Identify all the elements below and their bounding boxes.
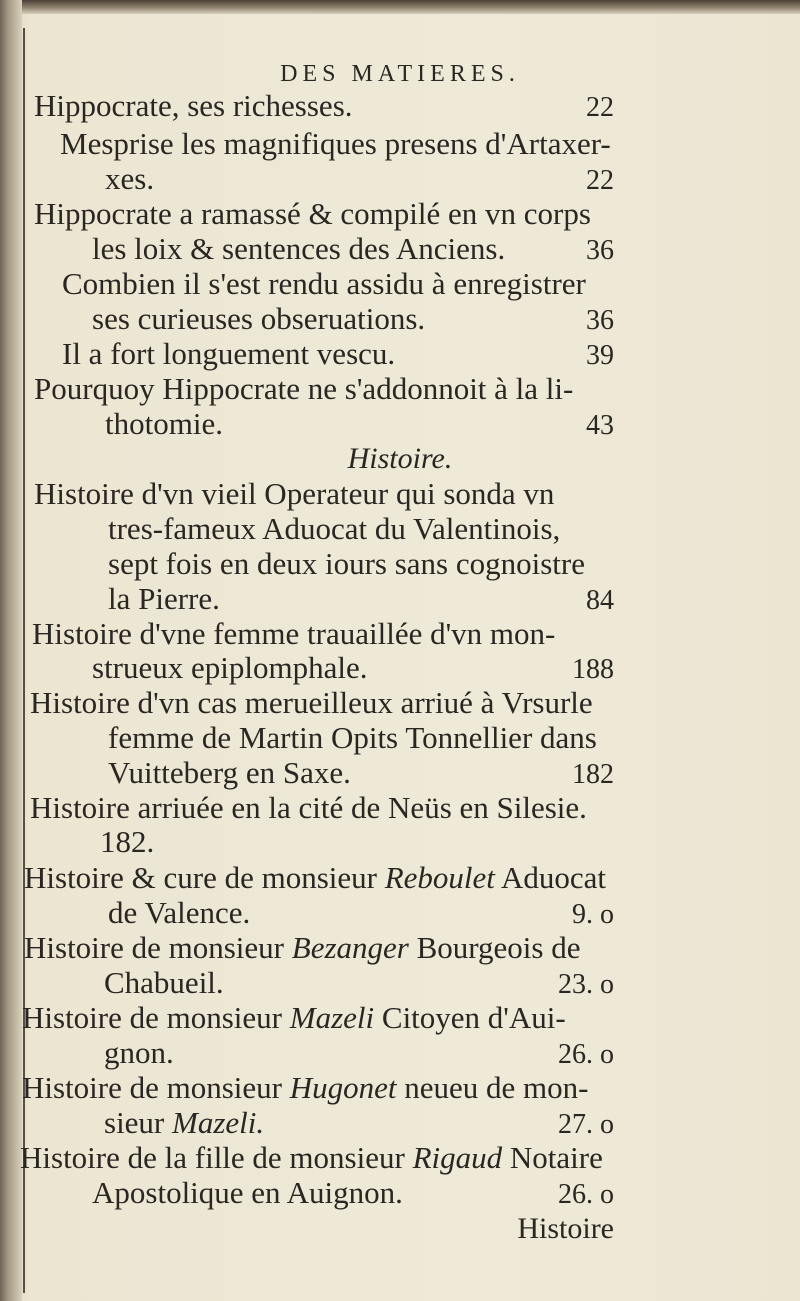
entry-line: Apostolique en Auignon.	[92, 1175, 403, 1210]
catchword: Histoire	[517, 1212, 614, 1245]
page-top-edge	[0, 0, 800, 14]
entry-line: les loix & sentences des Anciens.	[92, 231, 506, 266]
page-number: 43	[586, 410, 614, 441]
person-name: Mazeli.	[172, 1105, 265, 1140]
entry-line: thotomie.	[105, 406, 223, 441]
entry-line: Histoire d'vn cas merueilleux arriué à Vrsurle	[30, 685, 593, 720]
person-name: Rigaud	[412, 1140, 503, 1175]
page-number: 182	[572, 759, 614, 790]
entry-line: Histoire de monsieur Mazeli Citoyen d'Aui-	[22, 1000, 566, 1035]
page-number: 9. o	[572, 899, 614, 930]
running-head: DES MATIERES.	[280, 61, 520, 87]
entry-line: de Valence.	[108, 895, 251, 930]
page-number: 84	[586, 585, 614, 616]
entry-line: Il a fort longuement vescu.	[62, 336, 396, 371]
page-number: 27. o	[558, 1109, 614, 1140]
page-number: 26. o	[558, 1179, 614, 1210]
entry-line: Pourquoy Hippocrate ne s'addonnoit à la li-	[34, 371, 574, 406]
entry-line: Hippocrate a ramassé & compilé en vn corps	[34, 196, 591, 231]
entry-line: sieur Mazeli.	[104, 1105, 265, 1140]
page-number: 36	[586, 305, 614, 336]
entry-line: ses curieuses obseruations.	[92, 301, 426, 336]
entry-line: xes.	[105, 161, 155, 196]
entry-line: Histoire & cure de monsieur Reboulet Aduocat	[24, 860, 606, 895]
entry-line: Vuitteberg en Saxe.	[108, 755, 351, 790]
person-name: Hugonet	[289, 1070, 397, 1105]
entry-line: tres-fameux Aduocat du Valentinois,	[108, 511, 561, 546]
page-number: 39	[586, 340, 614, 371]
entry-line: Histoire d'vn vieil Operateur qui sonda vn	[34, 476, 555, 511]
page-number: 22	[586, 92, 614, 123]
entry-line: femme de Martin Opits Tonnellier dans	[108, 720, 597, 755]
page-number: 36	[586, 235, 614, 266]
person-name: Bezanger	[291, 930, 409, 965]
page-gutter	[0, 0, 22, 1301]
entry-line: Histoire d'vne femme trauaillée d'vn mon-	[32, 616, 556, 651]
entry-line: Histoire de monsieur Bezanger Bourgeois de	[24, 930, 581, 965]
entry-line: Histoire arriuée en la cité de Neüs en Silesie.	[30, 790, 587, 825]
entry-line: Mesprise les magnifiques presens d'Artaxer-	[60, 126, 611, 161]
entry-line: Histoire de la fille de monsieur Rigaud Notaire	[20, 1140, 603, 1175]
entry-line: Hippocrate, ses richesses.	[34, 88, 353, 123]
page-number: 26. o	[558, 1039, 614, 1070]
entry-line: 182.	[100, 824, 155, 859]
section-heading: Histoire.	[347, 442, 453, 475]
entry-line: Combien il s'est rendu assidu à enregistrer	[62, 266, 586, 301]
entry-line: gnon.	[104, 1035, 174, 1070]
person-name: Reboulet	[384, 860, 495, 895]
person-name: Mazeli	[289, 1000, 375, 1035]
entry-line: sept fois en deux iours sans cognoistre	[108, 546, 585, 581]
entry-line: Chabueil.	[104, 965, 224, 1000]
entry-line: strueux epiplomphale.	[92, 650, 368, 685]
page-number: 23. o	[558, 969, 614, 1000]
entry-line: Histoire de monsieur Hugonet neueu de mon-	[22, 1070, 589, 1105]
page-number: 188	[572, 654, 614, 685]
page-number: 22	[586, 165, 614, 196]
entry-line: la Pierre.	[108, 581, 220, 616]
